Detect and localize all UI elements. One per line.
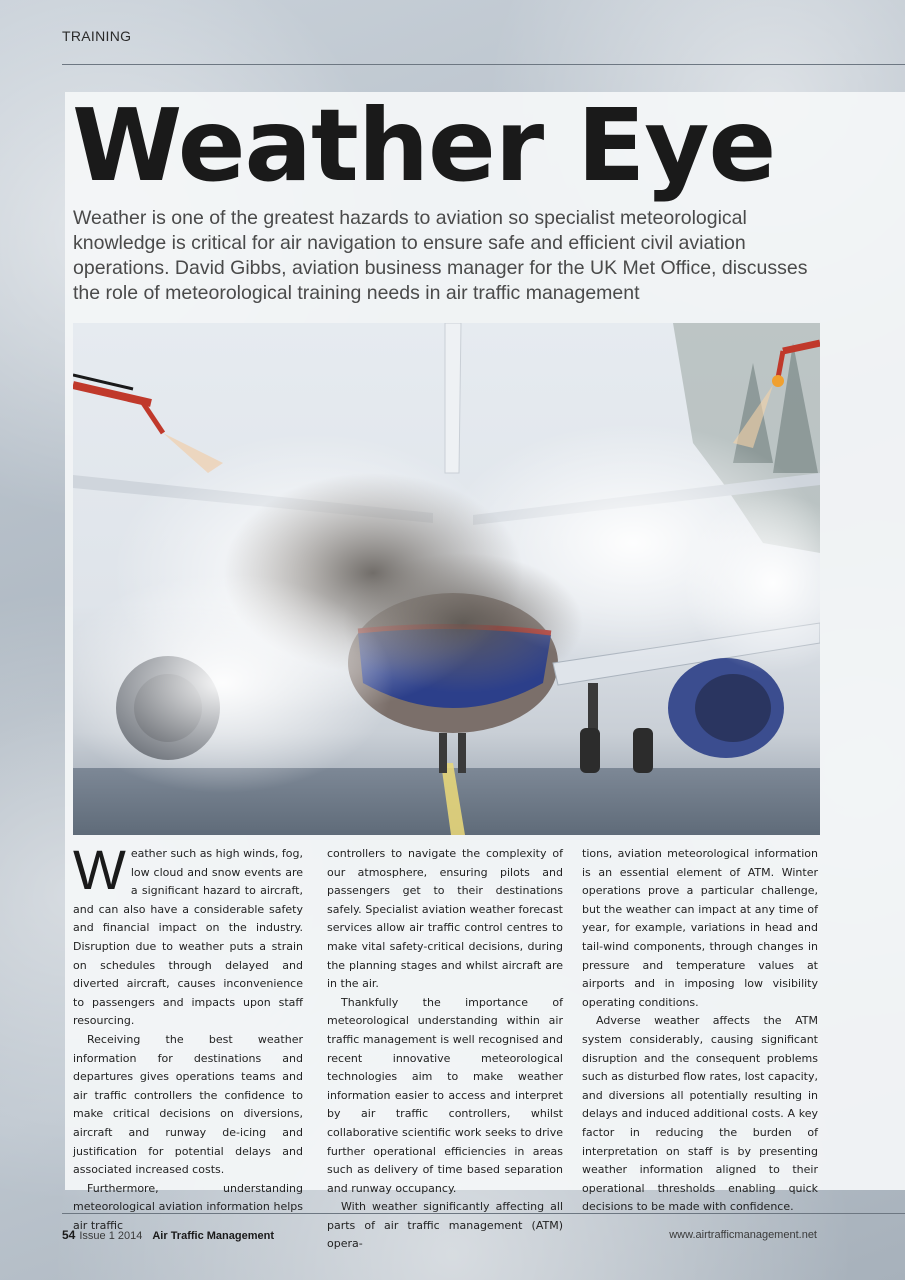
section-label: TRAINING [62,28,132,44]
page-number: 54 [62,1228,76,1242]
issue-label: Issue 1 2014 [79,1230,143,1242]
paragraph: With weather significantly affecting all parts of air traffic management (ATM) opera- [327,1200,563,1251]
paragraph: tions, aviation meteorological information is an essential element of ATM. Winter operations prove a particular challenge, but the weather can impact at any time of year, for example, variations in head and tail-wind components, through changes in pressure and temperature values at airports and in imposing low visibility operating conditions. [582,847,818,1009]
website-url: www.airtrafficmanagement.net [669,1229,817,1241]
paragraph: controllers to navigate the complexity of our atmosphere, ensuring pilots and passengers get to their destinations safely. Specialist aviation weather forecast services allow air traffic control centres to make vital safety-critical decisions, during the planning stages and whilst aircraft are in the air. [327,847,563,991]
paragraph: eather such as high winds, fog, low cloud and snow events are a significant hazard to aircraft, and can also have a considerable safety and financial impact on the industry. Disruption due to weather puts a strain on schedules through delayed and diverted aircraft, causes inconvenience to passengers and impacts upon staff resourcing. [73,847,303,1028]
body-column-1 [73,838,303,1235]
drop-cap: W [73,838,126,901]
paragraph: Furthermore, understanding meteorological aviation information helps air traffic [73,1181,303,1232]
paragraph: Adverse weather affects the ATM system considerably, causing significant disruption and the consequent problems such as disturbed flow rates, lost capacity, and diversions all potentially resulting in delays and induced additional costs. A key factor in reducing the burden of interpretation on staff is by presenting weather information aligned to their operational thresholds enabling quick decisions to be made with confidence. [582,1014,818,1214]
body-column-3 [582,845,818,1217]
deicing-photo [73,323,820,835]
deicing-illustration [73,323,820,835]
footer-folio [62,1228,274,1242]
paragraph: Receiving the best weather information for destinations and departures gives operations teams and air traffic controllers the confidence to make critical decisions on diversions, aircraft and runway de-icing and justification for potential delays and associated increased costs. [73,1032,303,1177]
article-standfirst: Weather is one of the greatest hazards to aviation so specialist meteorological knowledge is critical for air navigation to ensure safe and efficient civil aviation operations. David Gibbs, aviation business manager for the UK Met Office, discusses the role of meteorological training needs in air traffic management [73,207,808,304]
footer-rule [62,1213,905,1214]
header-rule [62,64,905,65]
publication-name: Air Traffic Management [152,1230,274,1242]
article-title: Weather Eye [72,87,776,204]
body-column-2 [327,845,563,1254]
paragraph: Thankfully the importance of meteorological understanding within air traffic management is well recognised and recent innovative meteorological technologies aim to make weather information easier to access and interpret by air traffic controllers, whilst collaborative scientific work seeks to drive further operational efficiencies in areas such as delivery of time based separation and runway occupancy. [327,995,563,1195]
